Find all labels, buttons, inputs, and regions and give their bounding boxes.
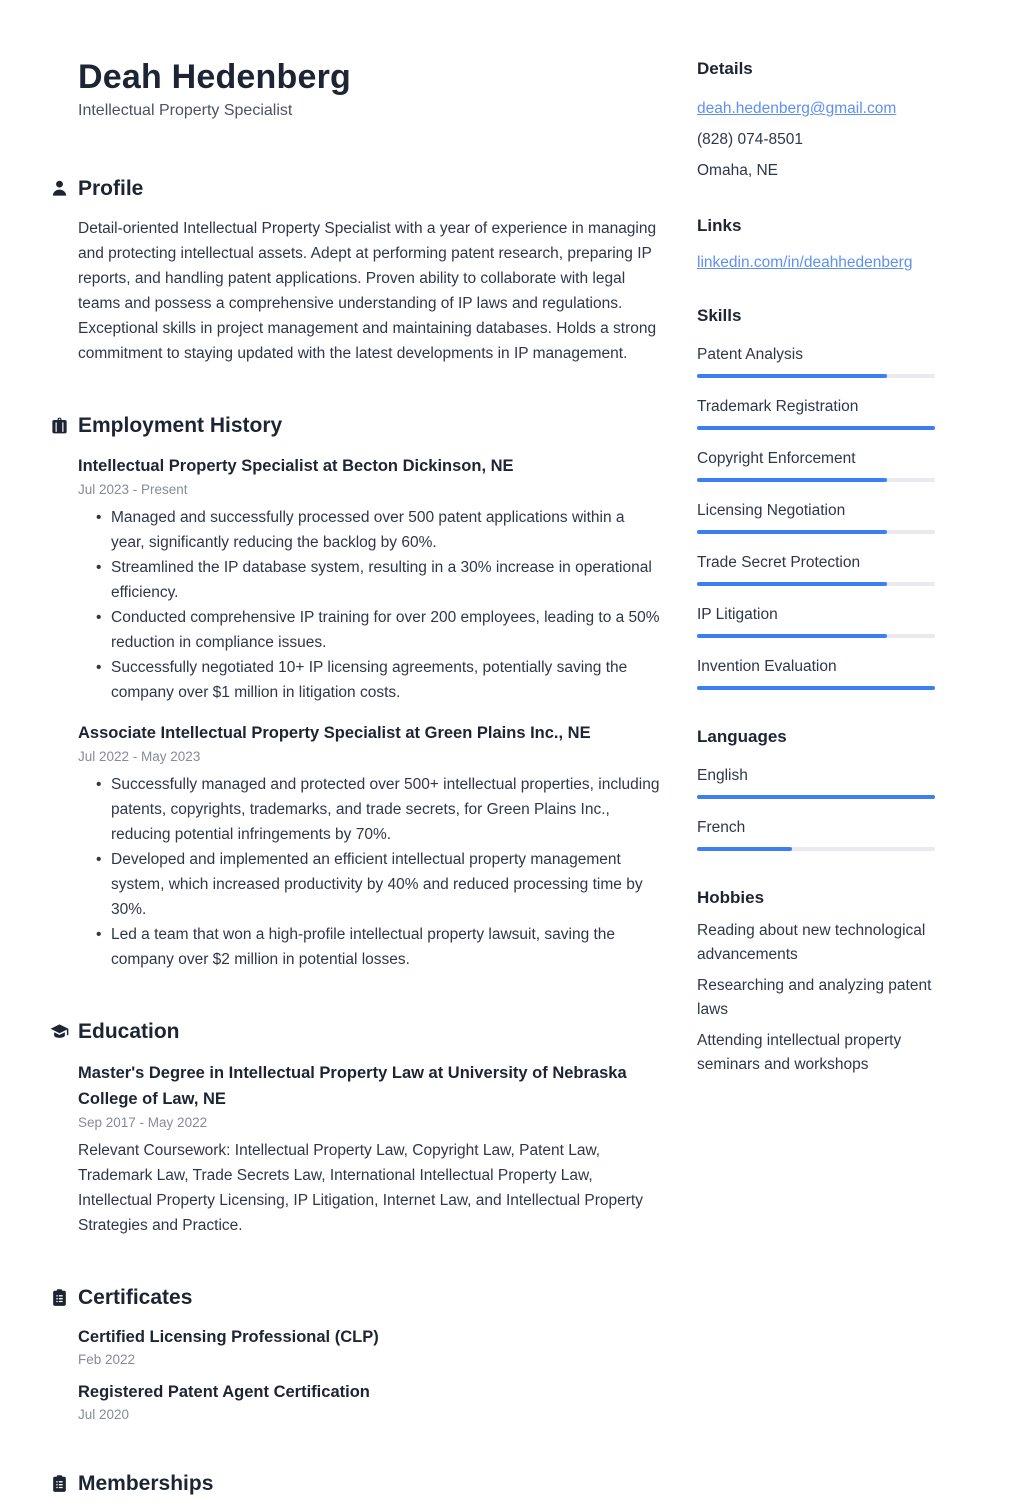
education-entry — [78, 1060, 660, 1238]
location-value: Omaha, NE — [697, 162, 778, 180]
skill-name: Trademark Registration — [697, 397, 859, 415]
job-title: Intellectual Property Specialist at Becton Dickinson, NE — [78, 457, 514, 476]
skill-bar-fill — [697, 634, 887, 638]
links-heading: Links — [697, 216, 742, 236]
skill-name: Copyright Enforcement — [697, 449, 856, 467]
language-name: English — [697, 767, 748, 784]
skill-bar-fill — [697, 530, 887, 534]
job-bullet: • Successfully negotiated 10+ IP licensing agreements, potentially saving the company over $1 million in litigation costs. — [78, 655, 660, 705]
language-bar-track — [697, 795, 935, 799]
job-bullet-list — [78, 505, 660, 705]
job-bullet: • Conducted comprehensive IP training for over 200 employees, leading to a 50% reduction in compliance issues. — [78, 605, 660, 655]
job-entry — [78, 453, 660, 705]
skill-item — [697, 596, 935, 638]
details-heading: Details — [697, 59, 753, 78]
education-description: Relevant Coursework: Intellectual Property Law, Copyright Law, Patent Law, Trademark Law, Trade Secrets Law, International Intellectual Property Law, Intellectual Property Licensing, IP Litigation, Internet Law, and Intellectual Property Strategies and Practice. — [78, 1141, 643, 1234]
linkedin-link[interactable]: linkedin.com/in/deahhedenberg — [697, 253, 913, 271]
certificates-section — [78, 1285, 660, 1422]
sidebar-column — [697, 58, 935, 1511]
language-bar-fill — [697, 795, 935, 799]
memberships-heading: Memberships — [78, 1471, 214, 1495]
certificate-list — [78, 1325, 660, 1422]
skill-bar-fill — [697, 478, 887, 482]
details-section — [697, 58, 935, 186]
job-bullet: • Managed and successfully processed over 500 patent applications within a year, significantly reducing the backlog by 60%. — [78, 505, 660, 555]
language-bar-fill — [697, 847, 792, 851]
education-section — [78, 1019, 660, 1237]
skill-name: Licensing Negotiation — [697, 501, 846, 519]
job-bullet: • Led a team that won a high-profile intellectual property lawsuit, saving the company over $2 million in potential losses. — [78, 922, 660, 972]
briefcase-icon — [50, 416, 69, 435]
certificates-heading: Certificates — [78, 1285, 193, 1309]
skill-bar-track — [697, 634, 935, 638]
job-dates: Jul 2023 - Present — [78, 482, 188, 498]
profile-text: Detail-oriented Intellectual Property Specialist with a year of experience in managing and protecting intellectual assets. Adept at performing patent research, preparing IP reports, and handling patent applications. Proven ability to collaborate with legal teams and possess a comprehensive understanding of IP laws and regulations. Exceptional skills in project management and maintaining databases. Holds a strong commitment to staying updated with the latest developments in IP management. — [78, 220, 657, 363]
certificate-entry — [78, 1325, 660, 1367]
hobby-item: Attending intellectual property seminars and workshops — [697, 1032, 902, 1074]
candidate-title: Intellectual Property Specialist — [78, 102, 293, 120]
hobby-item: Reading about new technological advancements — [697, 922, 926, 964]
graduation-cap-icon — [50, 1022, 69, 1041]
skill-item — [697, 388, 935, 430]
skill-item — [697, 336, 935, 378]
resume-header — [78, 58, 660, 120]
skill-bar-track — [697, 478, 935, 482]
hobby-item: Researching and analyzing patent laws — [697, 977, 932, 1019]
job-dates: Jul 2022 - May 2023 — [78, 749, 201, 765]
email-link[interactable]: deah.hedenberg@gmail.com — [697, 100, 897, 118]
skill-list — [697, 336, 935, 690]
skill-bar-track — [697, 530, 935, 534]
language-item — [697, 809, 935, 851]
language-bar-track — [697, 847, 935, 851]
certificate-date: Jul 2020 — [78, 1406, 130, 1422]
skill-name: Patent Analysis — [697, 345, 803, 363]
skill-bar-track — [697, 426, 935, 430]
job-bullet: • Streamlined the IP database system, resulting in a 30% increase in operational efficiency. — [78, 555, 660, 605]
main-column — [50, 58, 660, 1511]
job-bullet-list — [78, 772, 660, 972]
hobby-list — [697, 919, 935, 1077]
job-entry — [78, 720, 660, 972]
certificate-entry — [78, 1380, 660, 1422]
skill-item — [697, 492, 935, 534]
skill-bar-fill — [697, 426, 935, 430]
job-bullet: • Developed and implemented an efficient intellectual property management system, which increased productivity by 40% and reduced processing time by 30%. — [78, 847, 660, 922]
clipboard-icon — [50, 1288, 69, 1307]
hobbies-heading: Hobbies — [697, 888, 765, 907]
employment-section — [78, 413, 660, 972]
language-item — [697, 757, 935, 799]
phone-value: (828) 074-8501 — [697, 131, 803, 149]
email-row — [697, 93, 935, 124]
job-title: Associate Intellectual Property Specialist at Green Plains Inc., NE — [78, 724, 591, 743]
certificate-title: Certified Licensing Professional (CLP) — [78, 1327, 379, 1346]
skill-item — [697, 440, 935, 482]
skill-bar-fill — [697, 686, 935, 690]
certificate-date: Feb 2022 — [78, 1351, 136, 1367]
skill-item — [697, 648, 935, 690]
skill-bar-track — [697, 686, 935, 690]
skills-heading: Skills — [697, 305, 742, 325]
degree-title: Master's Degree in Intellectual Property Law at University of Nebraska College of Law, NE — [78, 1063, 627, 1108]
skill-name: Trade Secret Protection — [697, 553, 861, 571]
person-icon — [50, 179, 69, 198]
skill-name: Invention Evaluation — [697, 657, 837, 675]
links-section — [697, 215, 935, 273]
language-list — [697, 757, 935, 851]
language-name: French — [697, 819, 746, 836]
skill-bar-fill — [697, 582, 887, 586]
job-list — [78, 453, 660, 972]
clipboard-icon — [50, 1474, 69, 1493]
languages-heading: Languages — [697, 726, 787, 746]
skill-bar-track — [697, 582, 935, 586]
languages-section — [697, 726, 935, 851]
skill-bar-fill — [697, 374, 887, 378]
job-bullet: • Successfully managed and protected over 500+ intellectual properties, including patents, copyrights, trademarks, and trade secrets, for Green Plains Inc., reducing potential infringements by 70%. — [78, 772, 660, 847]
memberships-section — [78, 1471, 660, 1496]
candidate-name: Deah Hedenberg — [78, 58, 351, 96]
education-dates: Sep 2017 - May 2022 — [78, 1114, 208, 1130]
education-heading: Education — [78, 1020, 180, 1044]
skill-bar-track — [697, 374, 935, 378]
skill-name: IP Litigation — [697, 605, 778, 623]
certificate-title: Registered Patent Agent Certification — [78, 1382, 370, 1401]
profile-heading: Profile — [78, 177, 144, 201]
skills-section — [697, 305, 935, 690]
employment-heading: Employment History — [78, 414, 283, 438]
hobbies-section — [697, 887, 935, 1077]
profile-section — [78, 176, 660, 366]
skill-item — [697, 544, 935, 586]
